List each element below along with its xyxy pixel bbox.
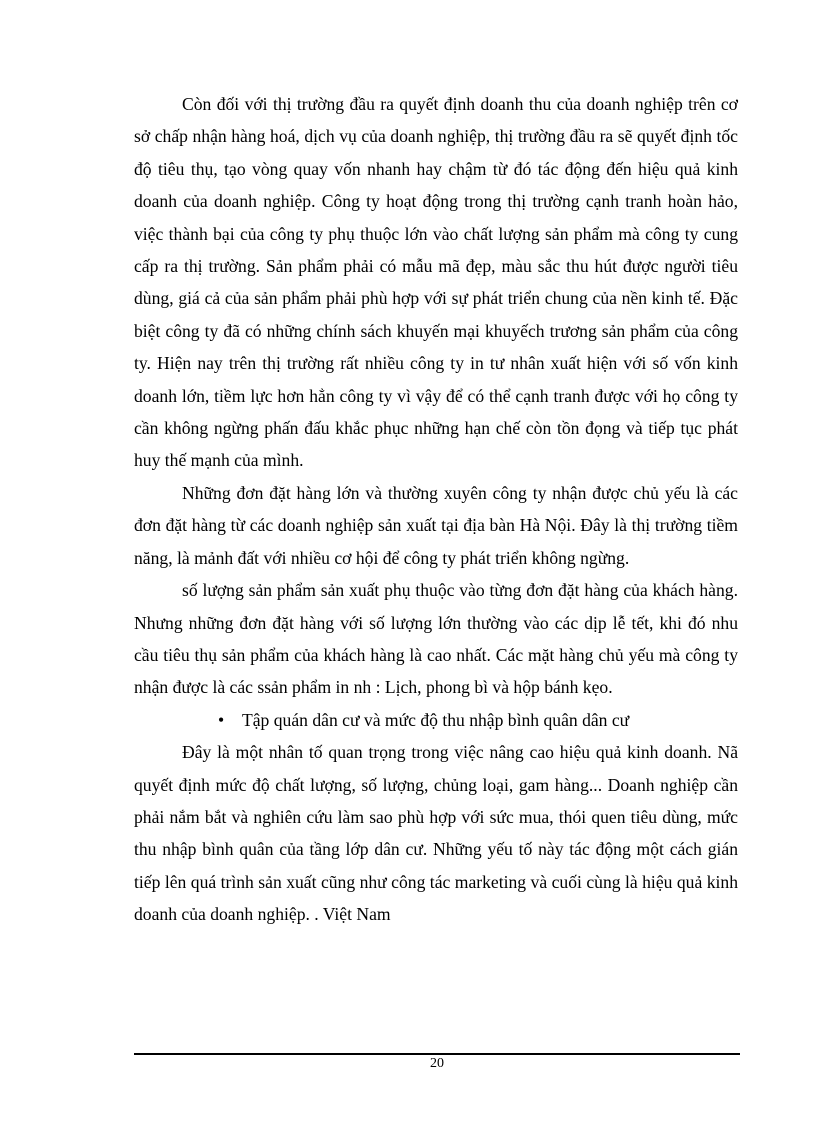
paragraph-production-volume: số lượng sản phẩm sản xuất phụ thuộc vào từng đơn đặt hàng của khách hàng. Nhưng những đơn đặt hàng với số lượng lớn thường vào các dịp lễ tết, khi đó nhu cầu tiêu thụ sản phẩm của khách hàng là cao nhất. Các mặt hàng chủ yếu mà công ty nhận được là các ssản phẩm in nh : Lịch, phong bì và hộp bánh kẹo.: [134, 580, 738, 698]
bullet-text: Tập quán dân cư và mức độ thu nhập bình quân dân cư: [242, 709, 630, 730]
footer-divider: [134, 1053, 740, 1055]
paragraph-consumer-habits: Đây là một nhân tố quan trọng trong việc nâng cao hiệu quả kinh doanh. Nã quyết định mức độ chất lượng, số lượng, chủng loại, gam hàng... Doanh nghiệp cần phải nắm bắt và nghiên cứu làm sao phù hợp với sức mua, thói quen tiêu dùng, mức thu nhập bình quân của tầng lớp dân cư. Những yếu tố này tác động một cách gián tiếp lên quá trình sản xuất cũng như công tác marketing và cuối cùng là hiệu quả kinh doanh của doanh nghiệp. . Việt Nam: [134, 742, 738, 925]
paragraph-output-market: Còn đối với thị trường đầu ra quyết định doanh thu của doanh nghiệp trên cơ sở chấp nhận hàng hoá, dịch vụ của doanh nghiệp, thị trường đầu ra sẽ quyết định tốc độ tiêu thụ, tạo vòng quay vốn nhanh hay chậm từ đó tác động đến hiệu quả kinh doanh của doanh nghiệp. Công ty hoạt động trong thị trường cạnh tranh hoàn hảo, việc thành bại của công ty phụ thuộc lớn vào chất lượng sản phẩm mà công ty cung cấp ra thị trường. Sản phẩm phải có mẫu mã đẹp, màu sắc thu hút được người tiêu dùng, giá cả của sản phẩm phải phù hợp với sự phát triển chung của nền kinh tế. Đặc biệt công ty đã có những chính sách khuyến mại khuyếch trương sản phẩm của công ty. Hiện nay trên thị trường rất nhiều công ty in tư nhân xuất hiện với số vốn kinh doanh lớn, tiềm lực hơn hẳn công ty vì vậy để có thể cạnh tranh được với họ công ty cần không ngừng phấn đấu khắc phục những hạn chế còn tồn đọng và tiếp tục phát huy thế mạnh của mình.: [134, 94, 738, 471]
document-body: [134, 88, 738, 931]
bullet-item: [134, 704, 738, 736]
page-number: 20: [430, 1056, 444, 1071]
paragraph-large-orders: Những đơn đặt hàng lớn và thường xuyên công ty nhận được chủ yếu là các đơn đặt hàng từ các doanh nghiệp sản xuất tại địa bàn Hà Nội. Đây là thị trường tiềm năng, là mảnh đất với nhiều cơ hội để công ty phát triển không ngừng.: [134, 482, 738, 568]
bullet-icon: •: [218, 709, 225, 730]
